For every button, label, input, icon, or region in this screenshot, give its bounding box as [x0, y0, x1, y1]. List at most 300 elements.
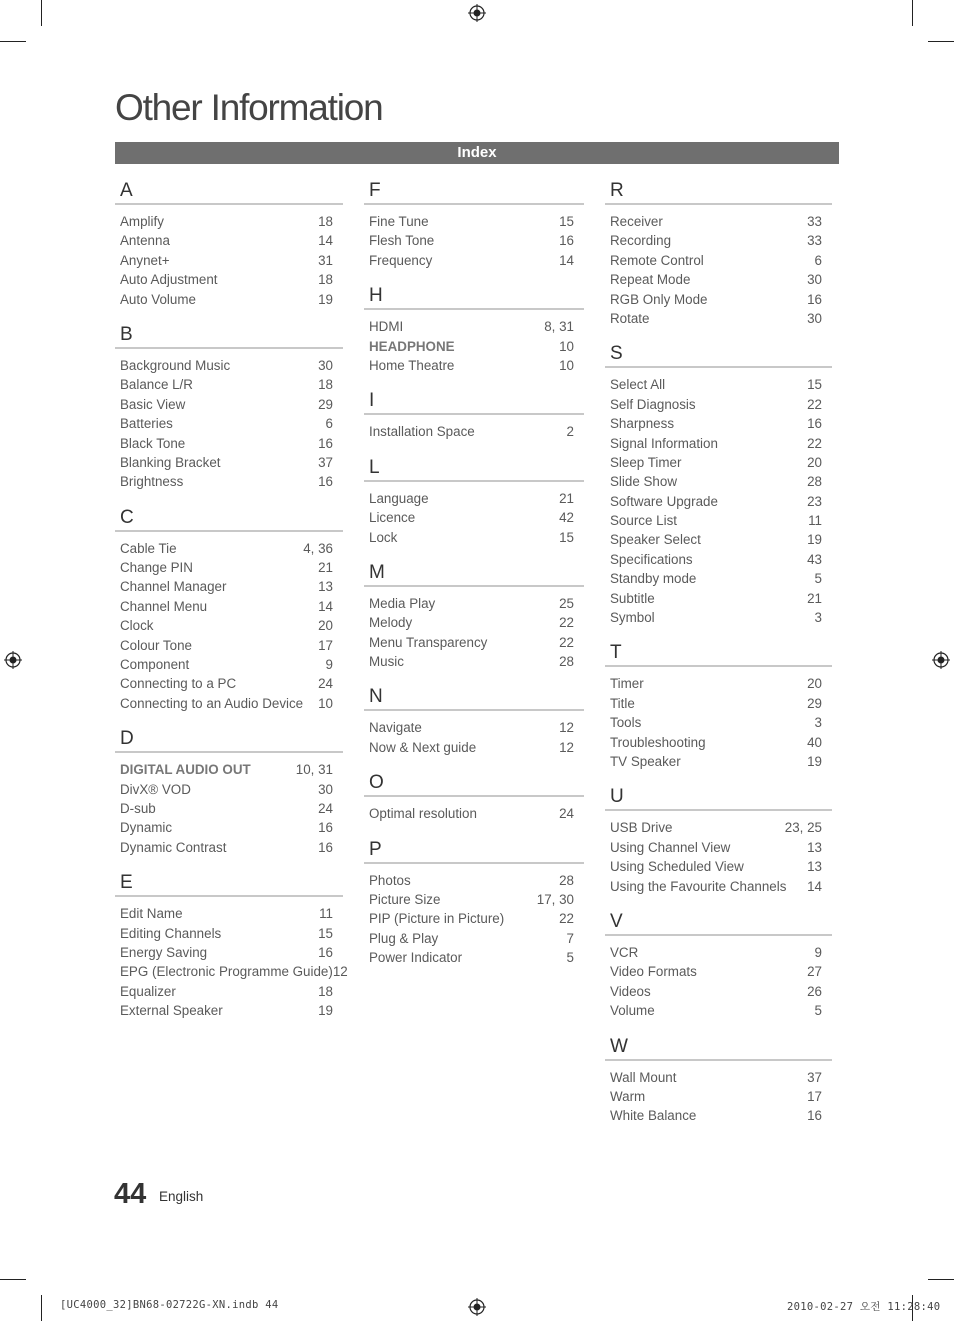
entry-name: Speaker Select — [610, 532, 701, 548]
index-entry — [605, 752, 832, 771]
entry-name: Auto Volume — [120, 291, 196, 307]
entry-name: Using Channel View — [610, 839, 731, 855]
index-entry — [115, 1001, 343, 1020]
index-entry — [364, 929, 584, 948]
index-entry — [115, 904, 343, 923]
entry-name: Now & Next guide — [369, 739, 477, 755]
index-entry — [115, 472, 343, 491]
entry-name: Frequency — [369, 252, 433, 268]
index-section — [364, 686, 584, 757]
entry-page: 14 — [318, 598, 333, 614]
crop-mark — [912, 0, 913, 26]
section-letter: O — [364, 772, 584, 797]
index-entry — [115, 636, 343, 655]
entry-name: RGB Only Mode — [610, 291, 708, 307]
section-letter: H — [364, 285, 584, 310]
entry-name: Signal Information — [610, 435, 718, 451]
index-entry — [115, 760, 343, 779]
entry-page: 22 — [559, 634, 574, 650]
index-entry — [115, 558, 343, 577]
entry-name: Slide Show — [610, 474, 677, 490]
index-entry — [115, 453, 343, 472]
index-entry — [605, 1087, 832, 1106]
entry-name: Antenna — [120, 233, 170, 249]
entry-name: Plug & Play — [369, 930, 439, 946]
index-entry — [364, 613, 584, 632]
index-section — [605, 786, 832, 896]
entry-name: Colour Tone — [120, 637, 192, 653]
page-language: English — [159, 1189, 204, 1204]
entry-page: 4, 36 — [303, 540, 333, 556]
index-entry — [605, 231, 832, 250]
entry-page: 3 — [814, 715, 822, 731]
entry-name: Licence — [369, 510, 416, 526]
entry-name: Connecting to a PC — [120, 676, 237, 692]
entry-page: 17 — [318, 637, 333, 653]
index-entry — [364, 652, 584, 671]
entry-name: Melody — [369, 615, 413, 631]
entry-name: External Speaker — [120, 1003, 223, 1019]
entry-name: USB Drive — [610, 820, 673, 836]
entry-page: 5 — [814, 1003, 822, 1019]
index-entry — [605, 472, 832, 491]
index-entry — [115, 838, 343, 857]
index-section — [605, 343, 832, 627]
index-column-2 — [364, 180, 584, 983]
index-entry — [364, 489, 584, 508]
index-entry — [115, 375, 343, 394]
entry-name: Software Upgrade — [610, 493, 718, 509]
entry-page: 37 — [807, 1069, 822, 1085]
entry-name: Sleep Timer — [610, 454, 682, 470]
entry-name: Equalizer — [120, 983, 176, 999]
index-entry — [605, 838, 832, 857]
entry-page: 30 — [318, 357, 333, 373]
entry-name: Warm — [610, 1088, 646, 1104]
index-entry — [115, 962, 348, 981]
entry-page: 15 — [559, 214, 574, 229]
section-letter: F — [364, 180, 584, 205]
index-entry — [605, 962, 832, 981]
entry-page: 10 — [559, 338, 574, 354]
index-entry — [364, 594, 584, 613]
entry-name: Recording — [610, 233, 672, 249]
entry-page: 20 — [807, 454, 822, 470]
index-section — [364, 285, 584, 375]
entry-name: EPG (Electronic Programme Guide) — [120, 964, 333, 980]
index-entry — [115, 597, 343, 616]
index-entry — [364, 718, 584, 737]
entry-name: Self Diagnosis — [610, 396, 696, 412]
page-number: 44 — [114, 1178, 147, 1210]
entry-name: HEADPHONE — [369, 338, 455, 354]
entry-page: 28 — [807, 474, 822, 490]
entry-page: 21 — [559, 490, 574, 506]
entry-name: Optimal resolution — [369, 806, 477, 822]
entry-name: Background Music — [120, 357, 231, 373]
entry-name: Balance L/R — [120, 377, 193, 393]
entry-name: Lock — [369, 529, 398, 545]
index-entry — [364, 871, 584, 890]
index-banner: Index — [115, 142, 839, 164]
entry-page: 23 — [807, 493, 822, 509]
index-section — [115, 180, 343, 309]
section-letter: C — [115, 507, 343, 532]
index-entry — [364, 804, 584, 823]
index-entry — [115, 924, 343, 943]
section-letter: S — [605, 343, 832, 368]
index-entry — [605, 1106, 832, 1125]
index-section — [115, 324, 343, 492]
index-entry — [115, 577, 343, 596]
index-entry — [115, 799, 343, 818]
index-entry — [605, 674, 832, 693]
index-section — [115, 507, 343, 714]
entry-page: 9 — [814, 944, 822, 960]
entry-page: 14 — [807, 878, 822, 894]
entry-page: 24 — [318, 676, 333, 692]
entry-name: Brightness — [120, 474, 184, 490]
index-entry — [605, 375, 832, 394]
entry-name: Title — [610, 695, 635, 711]
index-entry — [605, 270, 832, 289]
entry-page: 8, 31 — [544, 319, 574, 335]
section-letter: R — [605, 180, 832, 205]
entry-name: Receiver — [610, 214, 663, 229]
entry-name: Using Scheduled View — [610, 859, 744, 875]
entry-name: Rotate — [610, 310, 650, 326]
section-letter: U — [605, 786, 832, 811]
entry-page: 16 — [318, 839, 333, 855]
section-letter: L — [364, 457, 584, 482]
index-entry — [605, 309, 832, 328]
entry-name: Editing Channels — [120, 925, 222, 941]
entry-name: Black Tone — [120, 435, 186, 451]
index-section — [605, 1036, 832, 1126]
entry-name: Wall Mount — [610, 1069, 677, 1085]
index-entry — [115, 982, 343, 1001]
entry-name: Flesh Tone — [369, 233, 435, 249]
index-entry — [605, 589, 832, 608]
entry-name: Home Theatre — [369, 357, 455, 373]
entry-page: 22 — [807, 435, 822, 451]
entry-name: Power Indicator — [369, 950, 463, 966]
entry-page: 18 — [318, 377, 333, 393]
entry-name: Cable Tie — [120, 540, 177, 556]
entry-name: HDMI — [369, 319, 404, 335]
entry-page: 15 — [318, 925, 333, 941]
index-section — [364, 457, 584, 547]
entry-name: Source List — [610, 513, 677, 529]
entry-name: Dynamic Contrast — [120, 839, 227, 855]
entry-page: 20 — [318, 618, 333, 634]
index-entry — [605, 694, 832, 713]
index-section — [605, 180, 832, 328]
index-entry — [605, 395, 832, 414]
entry-page: 28 — [559, 872, 574, 888]
registration-mark-icon — [4, 651, 22, 669]
index-section — [605, 642, 832, 771]
index-column-1 — [115, 180, 348, 1036]
index-entry — [364, 356, 584, 375]
entry-page: 19 — [318, 1003, 333, 1019]
entry-name: Auto Adjustment — [120, 272, 218, 288]
index-entry — [605, 733, 832, 752]
entry-page: 19 — [318, 291, 333, 307]
index-entry — [605, 713, 832, 732]
entry-page: 16 — [807, 416, 822, 432]
entry-page: 20 — [807, 676, 822, 692]
entry-page: 16 — [318, 435, 333, 451]
entry-page: 16 — [318, 474, 333, 490]
index-entry — [115, 414, 343, 433]
crop-mark — [0, 41, 26, 42]
entry-page: 3 — [814, 610, 822, 626]
entry-name: Picture Size — [369, 892, 441, 908]
index-entry — [115, 212, 343, 231]
index-entry — [115, 395, 343, 414]
section-letter: T — [605, 642, 832, 667]
entry-name: Photos — [369, 872, 411, 888]
crop-mark — [928, 41, 954, 42]
entry-page: 17 — [807, 1088, 822, 1104]
entry-page: 16 — [807, 291, 822, 307]
index-section — [364, 839, 584, 968]
index-entry — [364, 231, 584, 250]
entry-page: 7 — [566, 930, 574, 946]
entry-name: Repeat Mode — [610, 272, 691, 288]
section-letter: M — [364, 562, 584, 587]
registration-mark-icon — [468, 4, 486, 22]
index-column-3 — [605, 180, 832, 1141]
entry-name: Blanking Bracket — [120, 454, 221, 470]
index-entry — [605, 1068, 832, 1087]
index-entry — [364, 948, 584, 967]
entry-name: Dynamic — [120, 820, 173, 836]
section-letter: B — [115, 324, 343, 349]
index-entry — [115, 780, 343, 799]
section-letter: I — [364, 390, 584, 415]
index-entry — [605, 434, 832, 453]
entry-name: Tools — [610, 715, 642, 731]
entry-page: 6 — [814, 252, 822, 268]
index-section — [115, 728, 343, 857]
entry-name: Using the Favourite Channels — [610, 878, 787, 894]
page-title: Other Information — [115, 87, 383, 128]
entry-name: Standby mode — [610, 571, 697, 587]
entry-page: 16 — [318, 820, 333, 836]
registration-mark-icon — [468, 1298, 486, 1316]
entry-page: 21 — [807, 590, 822, 606]
section-letter: A — [115, 180, 343, 205]
entry-page: 12 — [332, 964, 348, 980]
index-entry — [605, 818, 832, 837]
section-letter: D — [115, 728, 343, 753]
index-entry — [115, 539, 343, 558]
index-entry — [605, 982, 832, 1001]
index-entry — [605, 569, 832, 588]
entry-name: Change PIN — [120, 560, 193, 576]
index-entry — [364, 633, 584, 652]
index-entry — [115, 694, 343, 713]
index-entry — [605, 511, 832, 530]
entry-name: Symbol — [610, 610, 655, 626]
index-entry — [364, 337, 584, 356]
index-entry — [115, 434, 343, 453]
entry-page: 15 — [807, 377, 822, 393]
entry-name: Energy Saving — [120, 944, 208, 960]
entry-name: Remote Control — [610, 252, 704, 268]
index-entry — [364, 909, 584, 928]
index-entry — [605, 212, 832, 231]
entry-name: Sharpness — [610, 416, 675, 432]
registration-mark-icon — [932, 651, 950, 669]
entry-page: 29 — [318, 396, 333, 412]
entry-page: 24 — [318, 800, 333, 816]
entry-page: 31 — [318, 252, 333, 268]
entry-page: 42 — [559, 510, 574, 526]
entry-page: 15 — [559, 529, 574, 545]
entry-page: 13 — [807, 859, 822, 875]
index-entry — [364, 508, 584, 527]
entry-name: Select All — [610, 377, 666, 393]
entry-page: 11 — [808, 513, 822, 529]
entry-page: 10 — [318, 695, 333, 711]
index-section — [364, 772, 584, 823]
entry-page: 23, 25 — [784, 820, 822, 836]
section-letter: E — [115, 872, 343, 897]
entry-page: 5 — [814, 571, 822, 587]
entry-name: Basic View — [120, 396, 186, 412]
entry-name: Specifications — [610, 551, 693, 567]
entry-name: Installation Space — [369, 424, 475, 440]
index-entry — [115, 655, 343, 674]
entry-name: Channel Manager — [120, 579, 227, 595]
entry-page: 14 — [318, 233, 333, 249]
entry-page: 33 — [807, 233, 822, 249]
entry-name: TV Speaker — [610, 753, 681, 769]
entry-page: 18 — [318, 272, 333, 288]
entry-page: 27 — [807, 964, 822, 980]
index-entry — [115, 290, 343, 309]
entry-page: 30 — [807, 310, 822, 326]
entry-name: Language — [369, 490, 429, 506]
index-entry — [605, 414, 832, 433]
entry-page: 19 — [807, 532, 822, 548]
entry-name: Fine Tune — [369, 214, 429, 229]
entry-page: 22 — [807, 396, 822, 412]
entry-page: 22 — [559, 615, 574, 631]
entry-page: 10 — [559, 357, 574, 373]
entry-page: 18 — [318, 983, 333, 999]
index-entry — [364, 251, 584, 270]
crop-mark — [928, 1279, 954, 1280]
entry-name: Navigate — [369, 720, 422, 736]
entry-page: 5 — [566, 950, 574, 966]
entry-page: 12 — [559, 720, 574, 736]
entry-page: 13 — [807, 839, 822, 855]
entry-page: 22 — [559, 911, 574, 927]
index-entry — [364, 528, 584, 547]
section-letter: V — [605, 911, 832, 936]
index-entry — [115, 674, 343, 693]
entry-page: 16 — [559, 233, 574, 249]
index-section — [364, 180, 584, 270]
entry-page: 6 — [325, 416, 333, 432]
entry-page: 9 — [325, 657, 333, 673]
entry-page: 11 — [319, 906, 333, 922]
entry-name: Videos — [610, 983, 651, 999]
entry-page: 30 — [807, 272, 822, 288]
index-entry — [115, 943, 343, 962]
entry-name: Channel Menu — [120, 598, 208, 614]
entry-name: PIP (Picture in Picture) — [369, 911, 505, 927]
entry-name: Amplify — [120, 214, 164, 229]
index-entry — [605, 492, 832, 511]
index-entry — [605, 857, 832, 876]
crop-mark — [0, 1279, 26, 1280]
entry-page: 21 — [318, 560, 333, 576]
entry-name: D-sub — [120, 800, 156, 816]
index-entry — [605, 943, 832, 962]
index-entry — [364, 212, 584, 231]
entry-name: DIGITAL AUDIO OUT — [120, 762, 251, 778]
index-entry — [364, 422, 584, 441]
entry-page: 24 — [559, 806, 574, 822]
entry-page: 26 — [807, 983, 822, 999]
entry-name: VCR — [610, 944, 639, 960]
entry-page: 14 — [559, 252, 574, 268]
entry-page: 28 — [559, 654, 574, 670]
entry-name: Edit Name — [120, 906, 183, 922]
entry-name: Menu Transparency — [369, 634, 488, 650]
entry-page: 29 — [807, 695, 822, 711]
entry-page: 17, 30 — [536, 892, 574, 908]
index-section — [364, 390, 584, 441]
index-entry — [605, 530, 832, 549]
index-entry — [115, 231, 343, 250]
index-entry — [605, 1001, 832, 1020]
index-entry — [605, 290, 832, 309]
entry-name: Component — [120, 657, 190, 673]
index-entry — [605, 251, 832, 270]
entry-page: 30 — [318, 781, 333, 797]
entry-name: Volume — [610, 1003, 655, 1019]
section-letter: P — [364, 839, 584, 864]
entry-page: 12 — [559, 739, 574, 755]
footer-file-label: [UC4000_32]BN68-02722G-XN.indb 44 — [60, 1299, 279, 1311]
entry-page: 25 — [559, 595, 574, 611]
entry-name: Connecting to an Audio Device — [120, 695, 304, 711]
crop-mark — [41, 0, 42, 26]
entry-name: Timer — [610, 676, 644, 692]
index-section — [115, 872, 348, 1020]
index-entry — [364, 317, 584, 336]
entry-name: Troubleshooting — [610, 734, 706, 750]
section-letter: N — [364, 686, 584, 711]
entry-page: 43 — [807, 551, 822, 567]
entry-page: 18 — [318, 214, 333, 229]
entry-name: DivX® VOD — [120, 781, 191, 797]
index-entry — [605, 877, 832, 896]
index-entry — [115, 356, 343, 375]
index-entry — [115, 818, 343, 837]
index-entry — [364, 890, 584, 909]
index-entry — [115, 616, 343, 635]
entry-name: Subtitle — [610, 590, 655, 606]
entry-name: Batteries — [120, 416, 173, 432]
index-entry — [605, 453, 832, 472]
